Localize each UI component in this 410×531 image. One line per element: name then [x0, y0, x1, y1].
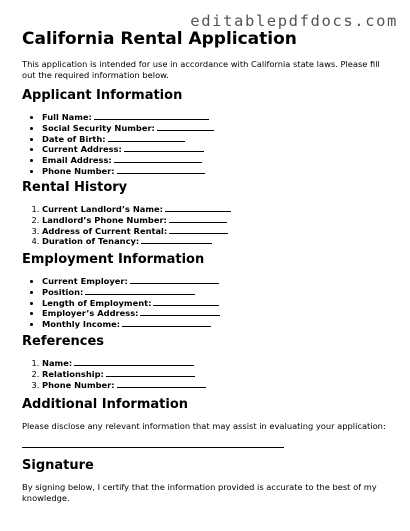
- field-email[interactable]: [42, 155, 214, 166]
- fill-line[interactable]: [140, 308, 220, 316]
- signature-statement: By signing below, I certify that the information provided is accurate to the best of my knowledge.: [22, 482, 377, 503]
- fill-line[interactable]: [153, 298, 219, 306]
- field-full-name[interactable]: [42, 112, 214, 123]
- employment-field-list: [22, 276, 220, 330]
- fill-line[interactable]: [141, 236, 212, 244]
- additional-prompt: Please disclose any relevant information that may assist in evaluating your application:: [22, 421, 386, 431]
- fill-line[interactable]: [124, 144, 204, 152]
- fill-line[interactable]: [94, 112, 209, 120]
- fill-line[interactable]: [157, 123, 214, 131]
- document-title: California Rental Application: [22, 29, 297, 49]
- field-employment-length[interactable]: [42, 298, 220, 309]
- applicant-field-list: [22, 112, 214, 177]
- field-label: Employer’s Address:: [42, 308, 139, 319]
- field-landlord-name[interactable]: [42, 204, 231, 215]
- field-reference-name[interactable]: [42, 358, 206, 369]
- watermark-logo: editablepdfdocs.com: [190, 12, 398, 30]
- field-label: Date of Birth:: [42, 133, 106, 144]
- field-monthly-income[interactable]: [42, 319, 220, 330]
- fill-line[interactable]: [169, 215, 227, 223]
- field-label: Phone Number:: [42, 165, 115, 176]
- field-landlord-phone[interactable]: [42, 215, 231, 226]
- fill-line[interactable]: [85, 287, 195, 295]
- additional-heading: Additional Information: [22, 397, 189, 412]
- field-label: Full Name:: [42, 112, 92, 122]
- fill-line[interactable]: [114, 155, 202, 163]
- field-current-employer[interactable]: [42, 276, 220, 287]
- field-reference-relationship[interactable]: [42, 369, 206, 380]
- fill-line[interactable]: [117, 166, 205, 174]
- field-phone[interactable]: [42, 166, 214, 177]
- field-label: Phone Number:: [42, 379, 115, 390]
- field-current-address[interactable]: [42, 144, 214, 155]
- field-label: Position:: [42, 286, 84, 297]
- field-label: Current Address:: [42, 144, 122, 155]
- rental-history-field-list: [22, 204, 231, 247]
- applicant-heading: Applicant Information: [22, 88, 183, 103]
- field-label: Social Security Number:: [42, 122, 155, 133]
- field-label: Name:: [42, 358, 73, 368]
- fill-line[interactable]: [130, 276, 219, 284]
- fill-line[interactable]: [117, 380, 206, 388]
- field-reference-phone[interactable]: [42, 380, 206, 391]
- fill-line[interactable]: [169, 226, 228, 234]
- field-label: Relationship:: [42, 368, 104, 379]
- employment-heading: Employment Information: [22, 252, 205, 267]
- field-employer-address[interactable]: [42, 308, 220, 319]
- additional-info-line[interactable]: [22, 447, 284, 448]
- rental-history-heading: Rental History: [22, 180, 128, 195]
- fill-line[interactable]: [122, 319, 211, 327]
- fill-line[interactable]: [108, 134, 185, 142]
- field-label: Landlord’s Phone Number:: [42, 214, 167, 225]
- field-label: Email Address:: [42, 155, 112, 166]
- field-label: Length of Employment:: [42, 297, 152, 308]
- field-tenancy-duration[interactable]: [42, 236, 231, 247]
- references-field-list: [22, 358, 206, 390]
- signature-heading: Signature: [22, 458, 94, 473]
- fill-line[interactable]: [165, 204, 231, 212]
- field-position[interactable]: [42, 287, 220, 298]
- field-ssn[interactable]: [42, 123, 214, 134]
- field-label: Duration of Tenancy:: [42, 236, 140, 247]
- field-label: Current Employer:: [42, 276, 128, 286]
- field-dob[interactable]: [42, 134, 214, 145]
- fill-line[interactable]: [106, 369, 195, 377]
- field-rental-address[interactable]: [42, 226, 231, 237]
- fill-line[interactable]: [74, 358, 194, 366]
- field-label: Monthly Income:: [42, 319, 121, 330]
- references-heading: References: [22, 334, 105, 349]
- field-label: Address of Current Rental:: [42, 225, 168, 236]
- intro-paragraph: This application is intended for use in accordance with California state laws. Please fill out the required information below.: [22, 59, 380, 80]
- field-label: Current Landlord’s Name:: [42, 204, 163, 214]
